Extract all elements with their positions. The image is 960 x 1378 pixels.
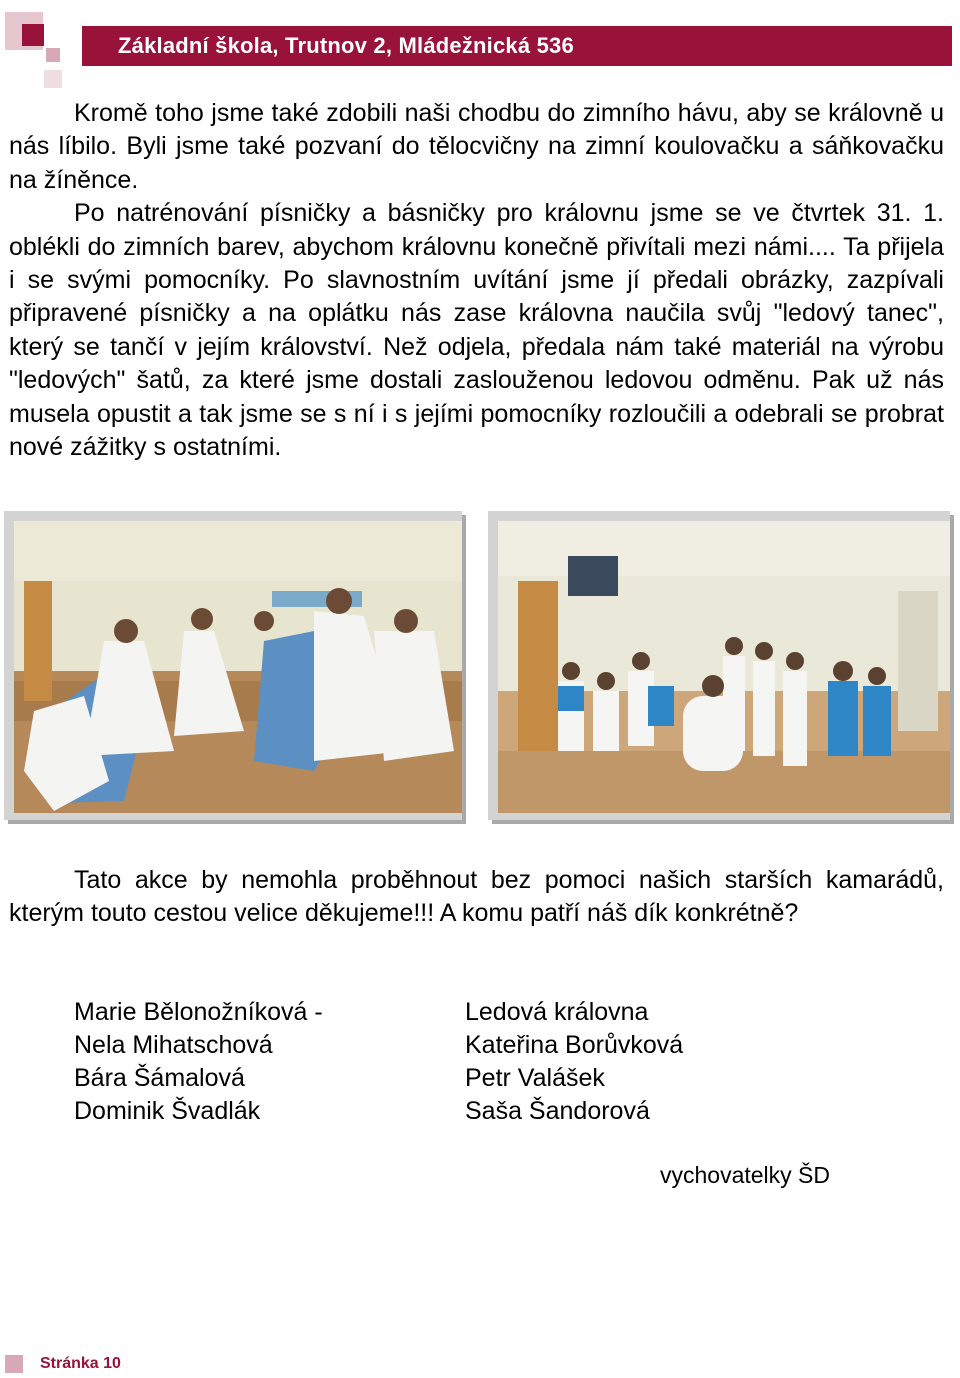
header-decor-square-small [46,48,60,62]
name-right-1: Ledová královna [465,998,649,1026]
name-left-3: Bára Šámalová [74,1064,245,1092]
photo-dance-image [14,521,462,813]
photo-group [488,511,950,820]
page-number: Stránka 10 [40,1355,121,1372]
article-text [9,97,944,464]
header-decor-square-faint [44,70,62,88]
names-left-column [74,996,323,1128]
name-right-2: Kateřina Borůvková [465,1031,684,1059]
paragraph-2: Po natrénování písničky a básničky pro královnu jsme se ve čtvrtek 31. 1. oblékli do zimních barev, abychom královnu konečně přivítali mezi námi.... Ta přijela i se svými pomocníky. Po slavnostním uvítání jsme jí předali obrázky, zazpívali připravené písničky a na oplátku nás zase královna naučila svůj "ledový tanec", který se tančí v jejím království. Než odjela, předala nám také materiál na výrobu "ledových" šatů, za které jsme dostali zaslouženou ledovou odměnu. Pak už nás musela opustit a tak jsme se s ní i s jejími pomocníky rozloučili a odebrali se probrat nové zážitky s ostatními. [9,199,944,462]
name-left-2: Nela Mihatschová [74,1031,273,1059]
photo-group-image [498,521,950,813]
footer-decor-square [5,1355,23,1373]
header-decor-square-dark [22,24,44,46]
names-right-column [465,996,683,1128]
photo-dance [4,511,462,820]
signature: vychovatelky ŠD [660,1162,831,1188]
name-right-4: Saša Šandorová [465,1097,650,1125]
name-right-3: Petr Valášek [465,1064,605,1092]
paragraph-1: Kromě toho jsme také zdobili naši chodbu do zimního hávu, aby se královně u nás líbilo. Byli jsme také pozvaní do tělocvičny na zimní koulovačku a sáňkovačku na žíněnce. [9,99,944,194]
name-left-1: Marie Bělonožníková - [74,998,323,1026]
name-left-4: Dominik Švadlák [74,1097,261,1125]
thanks-paragraph: Tato akce by nemohla proběhnout bez pomoci našich starších kamarádů, kterým touto cestou velice děkujeme!!! A komu patří náš dík konkrétně? [9,866,944,928]
thanks-text [9,864,944,931]
header-title: Základní škola, Trutnov 2, Mládežnická 536 [118,33,574,58]
